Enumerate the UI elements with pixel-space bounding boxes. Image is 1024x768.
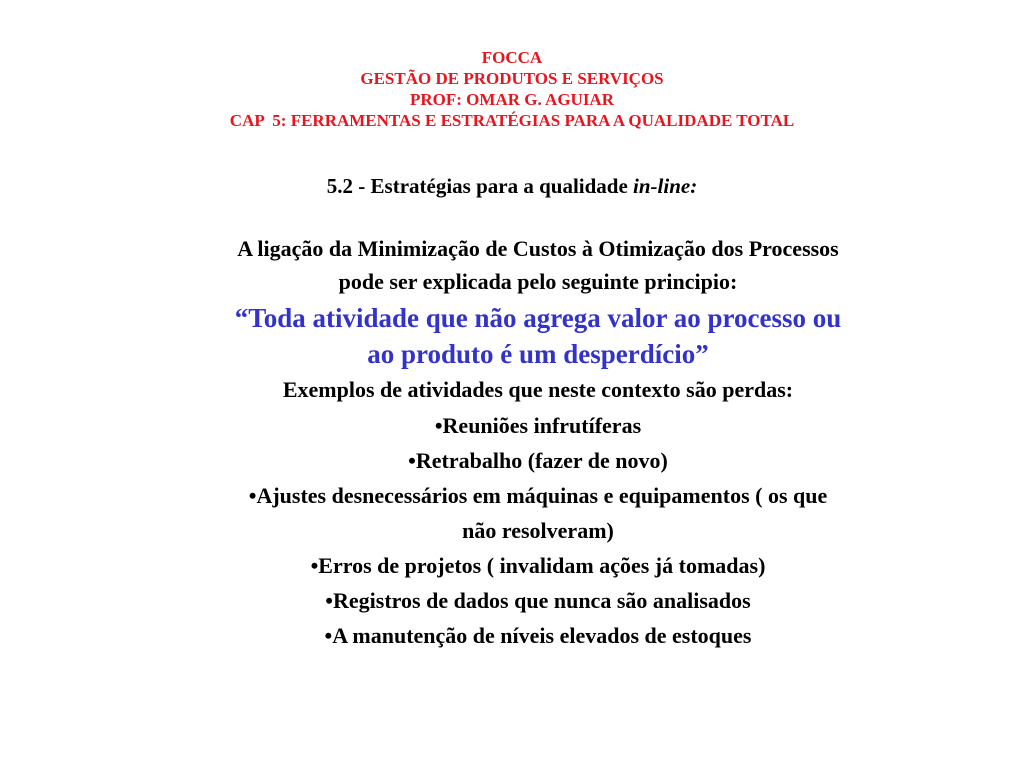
slide-body (138, 232, 938, 653)
section-title-text: 5.2 - Estratégias para a qualidade (326, 174, 634, 198)
list-item-text-continuation: não resolveram) (462, 518, 614, 543)
list-item-text: A manutenção de níveis elevados de estoques (332, 623, 752, 648)
slide-header (0, 47, 1024, 131)
list-item-text: Registros de dados que nunca são analisados (333, 588, 751, 613)
list-item (138, 408, 938, 443)
bullet-icon: • (324, 623, 333, 648)
bullet-icon: • (408, 448, 416, 473)
list-item-text: Reuniões infrutíferas (442, 413, 642, 438)
intro-paragraph (138, 232, 938, 298)
header-chapter: CAP 5: FERRAMENTAS E ESTRATÉGIAS PARA A QUALIDADE TOTAL (229, 111, 795, 130)
quote-line-2: ao produto é um desperdício” (367, 339, 709, 369)
list-item (138, 548, 938, 583)
intro-line-2: pode ser explicada pelo seguinte principio: (338, 269, 738, 294)
bullet-icon: • (310, 553, 319, 578)
list-item (138, 443, 938, 478)
header-course: GESTÃO DE PRODUTOS E SERVIÇOS (360, 69, 664, 88)
examples-heading: Exemplos de atividades que neste contexto são perdas: (282, 377, 794, 402)
bullet-icon: • (325, 588, 333, 613)
section-title-italic: in-line: (633, 174, 698, 198)
examples-list (138, 408, 938, 653)
list-item-text: Erros de projetos ( invalidam ações já tomadas) (318, 553, 766, 578)
principle-quote (138, 300, 938, 372)
header-professor: PROF: OMAR G. AGUIAR (410, 90, 614, 109)
quote-line-1: “Toda atividade que não agrega valor ao processo ou (234, 303, 842, 333)
header-institution: FOCCA (481, 48, 543, 67)
bullet-icon: • (434, 413, 443, 438)
intro-line-1: A ligação da Minimização de Custos à Otimização dos Processos (237, 236, 839, 261)
list-item (138, 618, 938, 653)
list-item (138, 478, 938, 548)
list-item (138, 583, 938, 618)
section-title (0, 172, 1024, 200)
list-item-text: Ajustes desnecessários em máquinas e equipamentos ( os que (256, 483, 828, 508)
list-item-text: Retrabalho (fazer de novo) (415, 448, 668, 473)
bullet-icon: • (248, 483, 257, 508)
